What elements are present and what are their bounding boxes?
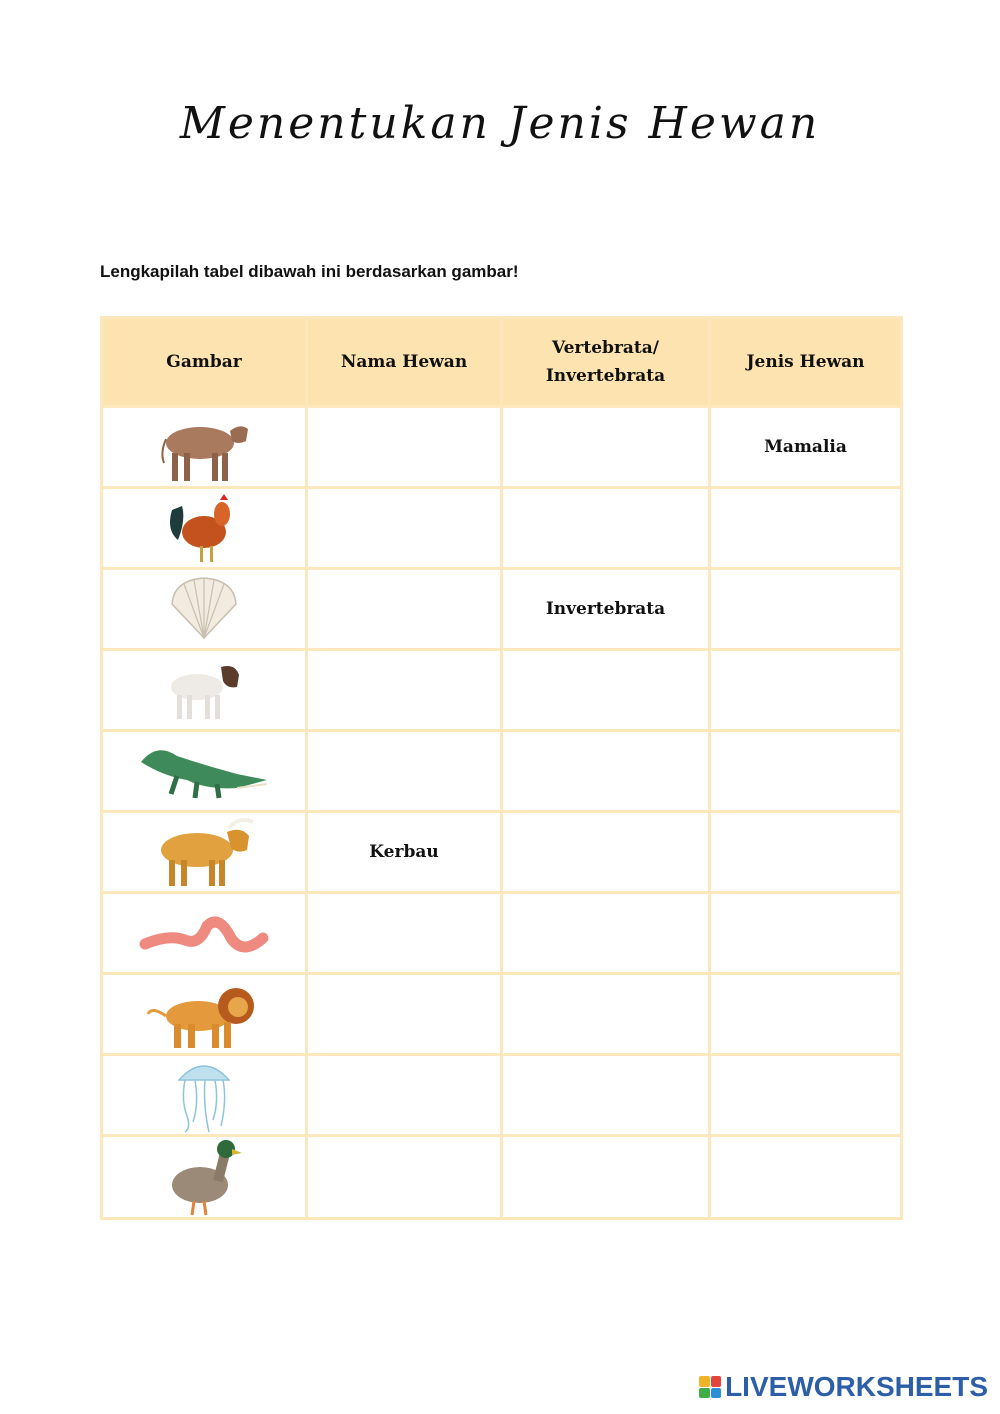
- picture-cell: [102, 812, 307, 893]
- duck-icon: [164, 1137, 244, 1217]
- nama-hewan-cell[interactable]: [307, 407, 502, 488]
- picture-cell: [102, 1136, 307, 1219]
- goat-icon: [159, 655, 249, 725]
- jellyfish-icon: [169, 1056, 239, 1134]
- vertebrata-cell[interactable]: [502, 1055, 710, 1136]
- nama-hewan-cell[interactable]: [307, 731, 502, 812]
- jenis-hewan-cell[interactable]: [710, 731, 902, 812]
- table-row: [102, 569, 902, 650]
- instruction-text: Lengkapilah tabel dibawah ini berdasarkan gambar!: [100, 262, 519, 281]
- table-row: [102, 812, 902, 893]
- table-row: [102, 974, 902, 1055]
- table-row: [102, 1136, 902, 1219]
- liveworksheets-logo: [699, 1372, 988, 1402]
- header-jenis-hewan: Jenis Hewan: [710, 318, 902, 407]
- vertebrata-cell[interactable]: [502, 407, 710, 488]
- nama-hewan-cell[interactable]: [307, 974, 502, 1055]
- table-row: [102, 650, 902, 731]
- header-nama-hewan: Nama Hewan: [307, 318, 502, 407]
- table-row: [102, 731, 902, 812]
- vertebrata-cell[interactable]: Invertebrata: [502, 569, 710, 650]
- worm-icon: [139, 908, 269, 958]
- vertebrata-cell[interactable]: [502, 731, 710, 812]
- vertebrata-cell[interactable]: [502, 1136, 710, 1219]
- jenis-hewan-cell[interactable]: [710, 974, 902, 1055]
- picture-cell: [102, 893, 307, 974]
- animal-table: [100, 316, 903, 1220]
- table-row: [102, 488, 902, 569]
- picture-cell: [102, 731, 307, 812]
- table-row: [102, 407, 902, 488]
- cow-icon: [154, 409, 254, 485]
- crocodile-icon: [137, 736, 271, 806]
- vertebrata-cell[interactable]: [502, 893, 710, 974]
- nama-hewan-cell[interactable]: [307, 1055, 502, 1136]
- nama-hewan-cell[interactable]: [307, 569, 502, 650]
- picture-cell: [102, 569, 307, 650]
- table-row: [102, 893, 902, 974]
- logo-brand-text: LIVEWORKSHEETS: [725, 1371, 988, 1402]
- rooster-icon: [164, 490, 244, 566]
- nama-hewan-cell[interactable]: [307, 1136, 502, 1219]
- worksheet-title: Menentukan Jenis Hewan: [179, 98, 821, 149]
- jenis-hewan-cell[interactable]: [710, 650, 902, 731]
- jenis-hewan-cell[interactable]: [710, 1055, 902, 1136]
- picture-cell: [102, 650, 307, 731]
- jenis-hewan-cell[interactable]: [710, 569, 902, 650]
- picture-cell: [102, 488, 307, 569]
- picture-cell: [102, 974, 307, 1055]
- jenis-hewan-cell[interactable]: Mamalia: [710, 407, 902, 488]
- header-vertebrata-label: Vertebrata/ Invertebrata: [545, 338, 666, 386]
- nama-hewan-cell[interactable]: [307, 650, 502, 731]
- nama-hewan-cell[interactable]: [307, 893, 502, 974]
- table-row: [102, 1055, 902, 1136]
- seashell-icon: [164, 574, 244, 644]
- picture-cell: [102, 407, 307, 488]
- buffalo-icon: [149, 814, 259, 890]
- jenis-hewan-cell[interactable]: [710, 488, 902, 569]
- jenis-hewan-cell[interactable]: [710, 1136, 902, 1219]
- vertebrata-cell[interactable]: [502, 488, 710, 569]
- picture-cell: [102, 1055, 307, 1136]
- vertebrata-cell[interactable]: [502, 650, 710, 731]
- table-header-row: [102, 318, 902, 407]
- logo-badge-icon: [699, 1376, 721, 1398]
- vertebrata-cell[interactable]: [502, 812, 710, 893]
- lion-icon: [144, 976, 264, 1052]
- jenis-hewan-cell[interactable]: [710, 812, 902, 893]
- jenis-hewan-cell[interactable]: [710, 893, 902, 974]
- vertebrata-cell[interactable]: [502, 974, 710, 1055]
- header-vertebrata: [502, 318, 710, 407]
- nama-hewan-cell[interactable]: Kerbau: [307, 812, 502, 893]
- header-gambar: Gambar: [102, 318, 307, 407]
- nama-hewan-cell[interactable]: [307, 488, 502, 569]
